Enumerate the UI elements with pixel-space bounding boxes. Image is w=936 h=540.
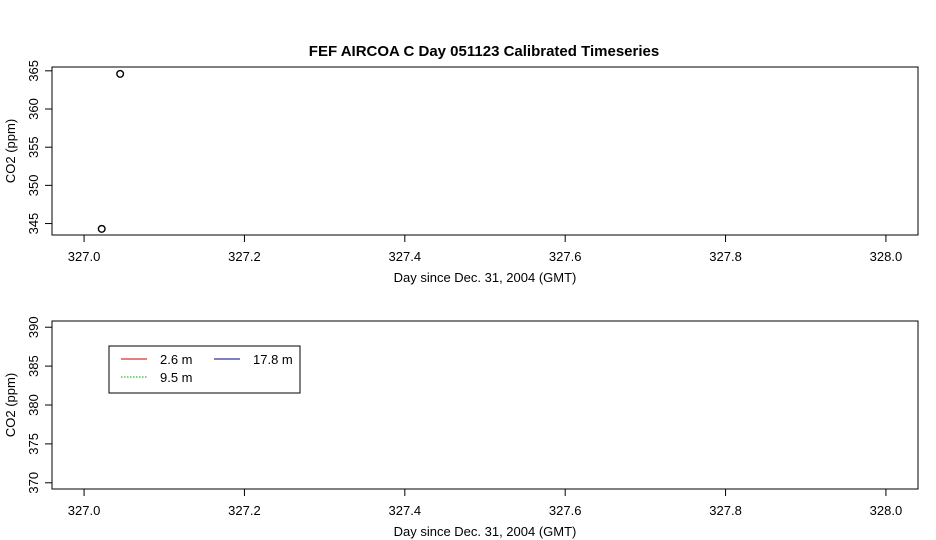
x-tick-label: 327.6 [548, 503, 582, 518]
y-tick-label: 345 [26, 212, 41, 235]
legend-label-0: 2.6 m [160, 352, 193, 367]
plot-frame-1 [52, 67, 918, 235]
y-axis-label: CO2 (ppm) [3, 118, 18, 184]
y-tick-label: 380 [26, 394, 41, 416]
chart-title: FEF AIRCOA C Day 051123 Calibrated Timeseries [308, 43, 660, 60]
x-axis-label: Day since Dec. 31, 2004 (GMT) [393, 524, 577, 539]
legend-label-1: 9.5 m [160, 370, 193, 385]
data-point-0 [98, 226, 105, 233]
y-tick-label: 355 [26, 136, 41, 159]
x-tick-label: 327.4 [388, 249, 422, 264]
x-tick-label: 327.0 [67, 249, 101, 264]
x-axis-label: Day since Dec. 31, 2004 (GMT) [393, 270, 577, 285]
x-tick-label: 327.4 [388, 503, 422, 518]
y-axis-label: CO2 (ppm) [3, 372, 18, 438]
x-tick-label: 328.0 [869, 503, 903, 518]
y-tick-label: 350 [26, 174, 41, 197]
x-tick-label: 327.0 [67, 503, 101, 518]
x-tick-label: 327.6 [548, 249, 582, 264]
y-tick-label: 385 [26, 355, 41, 377]
y-tick-label: 370 [26, 471, 41, 494]
y-tick-label: 375 [26, 433, 41, 455]
data-point-1 [117, 71, 124, 78]
legend-label-2: 17.8 m [253, 352, 293, 367]
y-tick-label: 365 [26, 59, 41, 82]
x-tick-label: 327.2 [228, 503, 261, 518]
x-tick-label: 327.8 [709, 249, 742, 264]
y-tick-label: 390 [26, 316, 41, 339]
x-tick-label: 327.8 [709, 503, 742, 518]
y-tick-label: 360 [26, 98, 41, 120]
x-tick-label: 327.2 [228, 249, 261, 264]
x-tick-label: 328.0 [869, 249, 903, 264]
